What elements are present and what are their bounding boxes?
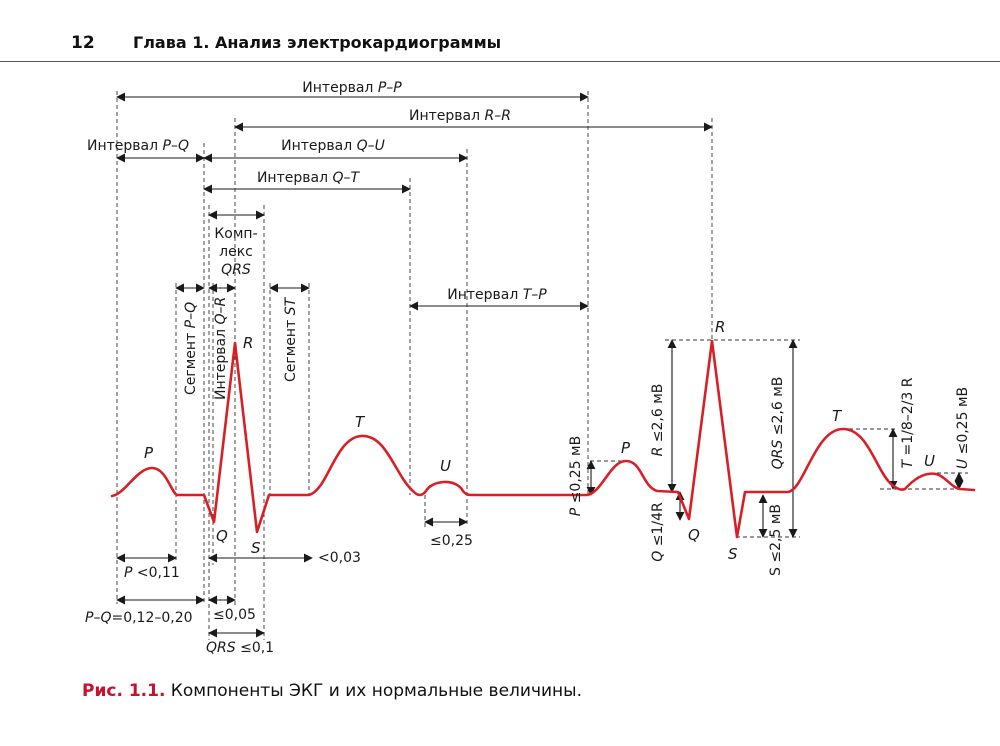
page-number: 12 bbox=[71, 33, 95, 53]
label-interval-tp: Интервал T–P bbox=[447, 287, 547, 303]
wave-u-second: U bbox=[924, 452, 935, 470]
figure-caption bbox=[82, 681, 582, 701]
label-complex-qrs-line1: Комп- bbox=[214, 226, 258, 242]
label-p-duration: P <0,11 bbox=[124, 565, 180, 581]
wave-labels bbox=[144, 318, 935, 563]
label-s-amplitude: S ≤2,5 мВ bbox=[768, 504, 784, 576]
interval-arrows bbox=[117, 97, 959, 633]
label-complex-qrs-line2: лекс bbox=[219, 244, 253, 260]
label-t-amplitude: T =1/8–2/3 R bbox=[900, 377, 916, 469]
label-interval-pp: Интервал P–P bbox=[302, 80, 402, 96]
label-q-duration: <0,03 bbox=[318, 550, 361, 566]
wave-p-first: P bbox=[144, 444, 154, 462]
wave-r-second: R bbox=[715, 318, 726, 336]
label-segment-st: Сегмент ST bbox=[283, 297, 299, 382]
label-interval-rr: Интервал R–R bbox=[409, 108, 511, 124]
interval-labels bbox=[87, 80, 547, 303]
caption-text: Компоненты ЭКГ и их нормальные величины. bbox=[165, 681, 582, 701]
wave-q-first: Q bbox=[216, 527, 228, 545]
wave-q-second: Q bbox=[688, 526, 700, 544]
label-r-amplitude: R ≤2,6 мВ bbox=[650, 383, 666, 457]
label-interval-qu: Интервал Q–U bbox=[281, 138, 385, 154]
ecg-trace bbox=[112, 341, 974, 537]
label-qrs-amplitude: QRS ≤2,6 мВ bbox=[770, 376, 786, 470]
duration-labels bbox=[85, 533, 473, 656]
wave-p-second: P bbox=[621, 439, 631, 457]
label-p-amplitude: P ≤0,25 мВ bbox=[568, 435, 584, 517]
label-q-amplitude: Q ≤1/4R bbox=[650, 502, 666, 562]
wave-r-first: R bbox=[243, 334, 254, 352]
wave-u-first: U bbox=[440, 457, 451, 475]
caption-label: Рис. 1.1. bbox=[82, 681, 166, 701]
label-qr-duration: ≤0,05 bbox=[213, 607, 256, 623]
label-pq-duration: P–Q=0,12–0,20 bbox=[85, 610, 193, 626]
wave-s-first: S bbox=[251, 539, 261, 557]
wave-t-first: T bbox=[355, 413, 365, 431]
label-u-duration: ≤0,25 bbox=[430, 533, 473, 549]
label-segment-pq: Сегмент P–Q bbox=[183, 301, 199, 395]
label-complex-qrs-line3: QRS bbox=[221, 262, 251, 278]
reference-lines bbox=[117, 91, 712, 640]
wave-t-second: T bbox=[832, 407, 842, 425]
chapter-title: Глава 1. Анализ электрокардиограммы bbox=[133, 33, 502, 52]
label-interval-pq: Интервал P–Q bbox=[87, 138, 189, 154]
label-qrs-duration: QRS ≤0,1 bbox=[206, 640, 275, 656]
wave-s-second: S bbox=[728, 545, 738, 563]
label-interval-qr: Интервал Q–R bbox=[213, 296, 229, 400]
label-interval-qt: Интервал Q–T bbox=[256, 170, 360, 186]
label-u-amplitude: U ≤0,25 мВ bbox=[955, 386, 971, 470]
amplitude-labels bbox=[568, 377, 971, 576]
